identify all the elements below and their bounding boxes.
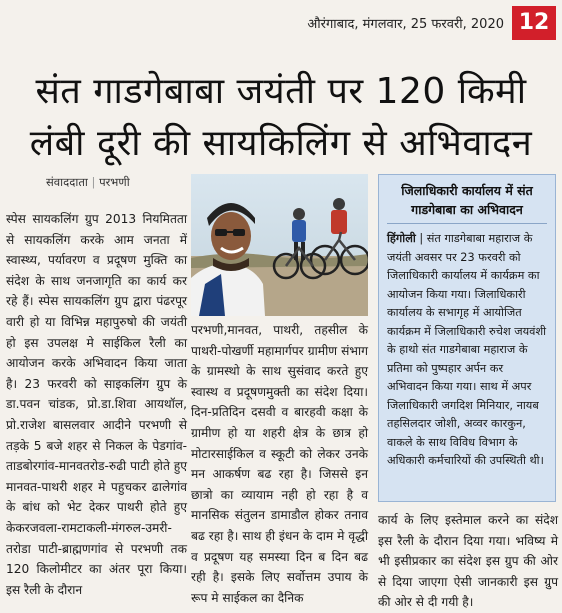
sidebar-box-title: जिलाधिकारी कार्यालय में संत गाडगेबाबा का अभिवादन <box>387 181 547 224</box>
headline-line-1: संत गाडगेबाबा जयंती पर 120 किमी <box>35 71 527 112</box>
page-header <box>0 0 562 42</box>
cyclists-photo-illustration <box>191 174 368 316</box>
article-column-2 <box>191 320 368 608</box>
article-column-3 <box>378 510 558 613</box>
page-number-badge: 12 <box>512 6 556 40</box>
headline <box>0 66 562 170</box>
byline <box>46 175 130 190</box>
sidebar-box-location: हिंगोली <box>387 232 416 245</box>
article-col2-text: परभणी,मानवत, पाथरी, तहसील के पाथरी-पोखर्णी महामार्गपर ग्रामीण संभाग के ग्रामस्थो के साथ सुसंवाद करते हुए स्वास्थ व प्रदूषणमुक्ती का संदेश दिया। दिन-प्रतिदिन दसवी व बारहवी कक्षा के ग्रामीण हो या शहरी क्षेत्र के छात्र हो मोटारसाईकिल व स्कूटी को लेकर उनके मन आकर्षण बढ रहा है। जिससे इन छात्रो का व्यायाम नही हो रहा है व मानसिक संतुलन डामाडौल होकर तनाव बढ रहा है। साथ ही इंधन के दाम मे वृद्धी व प्रदूषण यह समस्या दिन ब दिन बढ रही है। इसके लिए सर्वोत्तम उपाय के रूप मे साईकल का दैनिक <box>191 323 368 605</box>
header-date-line: औरंगाबाद, मंगलवार, 25 फरवरी, 2020 <box>307 17 504 32</box>
sidebar-box-separator: | <box>415 232 427 245</box>
article-column-1 <box>6 209 187 600</box>
byline-author: संवाददाता <box>46 175 88 189</box>
byline-separator: | <box>91 175 96 189</box>
sidebar-box-text: संत गाडगेबाबा महाराज के जयंती अवसर पर 23 फरवरी को जिलाधिकारी कार्यालय में कार्यक्रम का आयोजन किया गया। जिलाधिकारी कार्यालय के सभागृह में आयोजित कार्यक्रम में जिलाधिकारी रुचेश जयवंशी के हाथो संत गाडगेबाबा महाराज के प्रतिमा को पुष्पहार अर्पन कर अभिवादन किया गया। साथ में अपर जिलाधिकारी जगदिश मिनियार, नायब तहसिलदार जोशी, अव्वर कारकुन, वाकले के साथ विविध विभाग के अधिकारी कर्मचारियों की उपस्थिती थी। <box>387 232 547 467</box>
cyclists-photo <box>191 174 368 316</box>
article-col3-text: कार्य के लिए इस्तेमाल करने का संदेश इस रैली के दौरान दिया गया। भविष्य मे भी इसीप्रकार का संदेश इस ग्रुप की ओर से दिया जाएगा ऐसी जानकारी इस ग्रुप की ओर से दी गयी है। <box>378 513 558 610</box>
sidebar-news-box <box>378 174 556 502</box>
sidebar-box-body <box>387 230 547 471</box>
byline-location: परभणी <box>99 175 130 189</box>
article-col1-text: स्पेस सायकलिंग ग्रुप 2013 नियमितता से सायकलिंग करके आम जनता में स्वास्थ्य, पर्यावरण व प्रदूषण मुक्ति का संदेश के साथ जनजागृति का कार्य कर रहे हैं। स्पेस सायकलिंग ग्रुप द्वारा पंढरपूर वारी हो या विभिन्न महापुरुषो की जयंती हो इस उपलक्ष मे साईकिल रैली का आयोजन करके अभिवादन किया जाता है। 23 फरवरी को साइकलिंग ग्रुप के डा.पवन चांडक, प्रो.डा.शिवा आयथॉल, प्रो.राजेश बासलवार आदीने परभणी से तड़के 5 बजे शहर से निकल के पेडगांव-ताडबोरगांव-मानवतरोड-रुढी पाटी होते हुए मानवत-पाथरी शहर मे पहुचकर ढालेगांव के बांध को भेट देकर पाथरी होते हुए केकरजवला-रामटाकली-मंगरुल-उमरी-तरोडा पाटी-ब्राह्मणगांव से परभणी तक 120 किलोमीटर का अंतर पूरा किया। इस रैली के दौरान <box>6 212 187 597</box>
headline-line-2: लंबी दूरी की सायकिलिंग से अभिवादन <box>29 123 533 164</box>
